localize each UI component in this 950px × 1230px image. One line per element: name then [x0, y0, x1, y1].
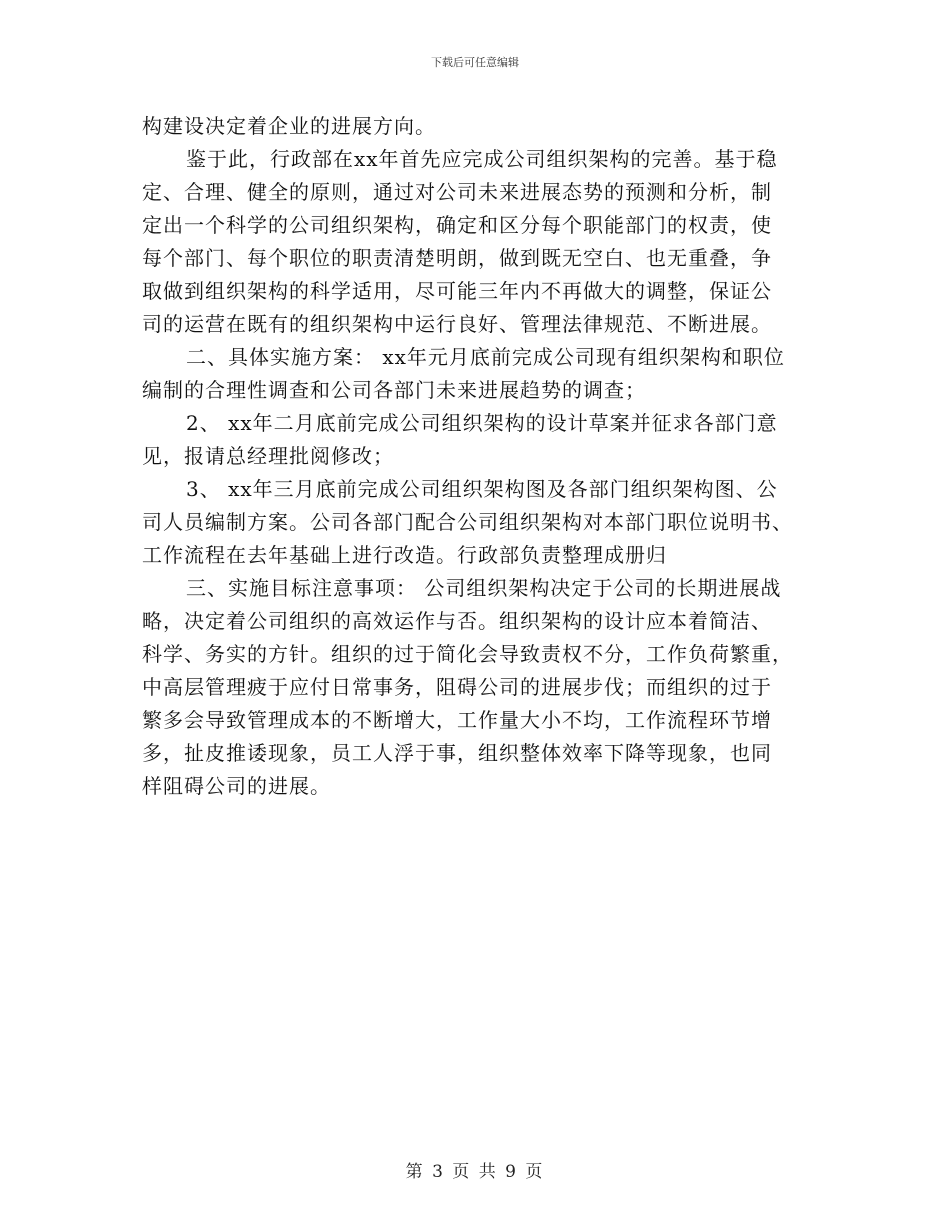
text-line: 样阻碍公司的进展。 — [142, 774, 331, 798]
text-line: 司人员编制方案。公司各部门配合公司组织架构对本部门职位说明书、 — [142, 510, 793, 534]
document-body — [142, 110, 810, 803]
paragraph-start-line: 鉴于此，行政部在xx年首先应完成公司组织架构的完善。基于稳 — [186, 147, 778, 171]
section-heading-line: 二、具体实施方案： xx年元月底前完成公司现有组织架构和职位 — [186, 345, 785, 369]
text-line: 编制的合理性调查和公司各部门未来进展趋势的调查； — [142, 378, 646, 402]
text-line: 定、合理、健全的原则，通过对公司未来进展态势的预测和分析，制 — [142, 180, 772, 204]
text-line: 多，扯皮推诿现象，员工人浮于事，组织整体效率下降等现象，也同 — [142, 741, 772, 765]
list-item-line: 3、 xx年三月底前完成公司组织架构图及各部门组织架构图、公 — [186, 477, 778, 501]
list-item-line: 2、 xx年二月底前完成公司组织架构的设计草案并征求各部门意 — [186, 411, 778, 435]
text-line: 取做到组织架构的科学适用，尽可能三年内不再做大的调整，保证公 — [142, 279, 772, 303]
text-line: 中高层管理疲于应付日常事务，阻碍公司的进展步伐；而组织的过于 — [142, 675, 772, 699]
text-line: 构建设决定着企业的进展方向。 — [142, 114, 436, 138]
text-line: 工作流程在去年基础上进行改造。行政部负责整理成册归 — [142, 543, 667, 567]
section-heading-line: 三、实施目标注意事项： 公司组织架构决定于公司的长期进展战 — [186, 576, 782, 600]
text-line: 每个部门、每个职位的职责清楚明朗，做到既无空白、也无重叠，争 — [142, 246, 772, 270]
page-header: 下载后可任意编辑 — [431, 56, 519, 69]
text-line: 略，决定着公司组织的高效运作与否。组织架构的设计应本着简洁、 — [142, 609, 772, 633]
page-number-footer: 第 3 页 共 9 页 — [405, 1162, 545, 1182]
text-line: 繁多会导致管理成本的不断增大，工作量大小不均，工作流程环节增 — [142, 708, 772, 732]
text-line: 见，报请总经理批阅修改； — [142, 444, 394, 468]
text-line: 科学、务实的方针。组织的过于简化会导致责权不分，工作负荷繁重， — [142, 642, 793, 666]
text-line: 定出一个科学的公司组织架构，确定和区分每个职能部门的权责，使 — [142, 213, 772, 237]
text-line: 司的运营在既有的组织架构中运行良好、管理法律规范、不断进展。 — [142, 312, 772, 336]
